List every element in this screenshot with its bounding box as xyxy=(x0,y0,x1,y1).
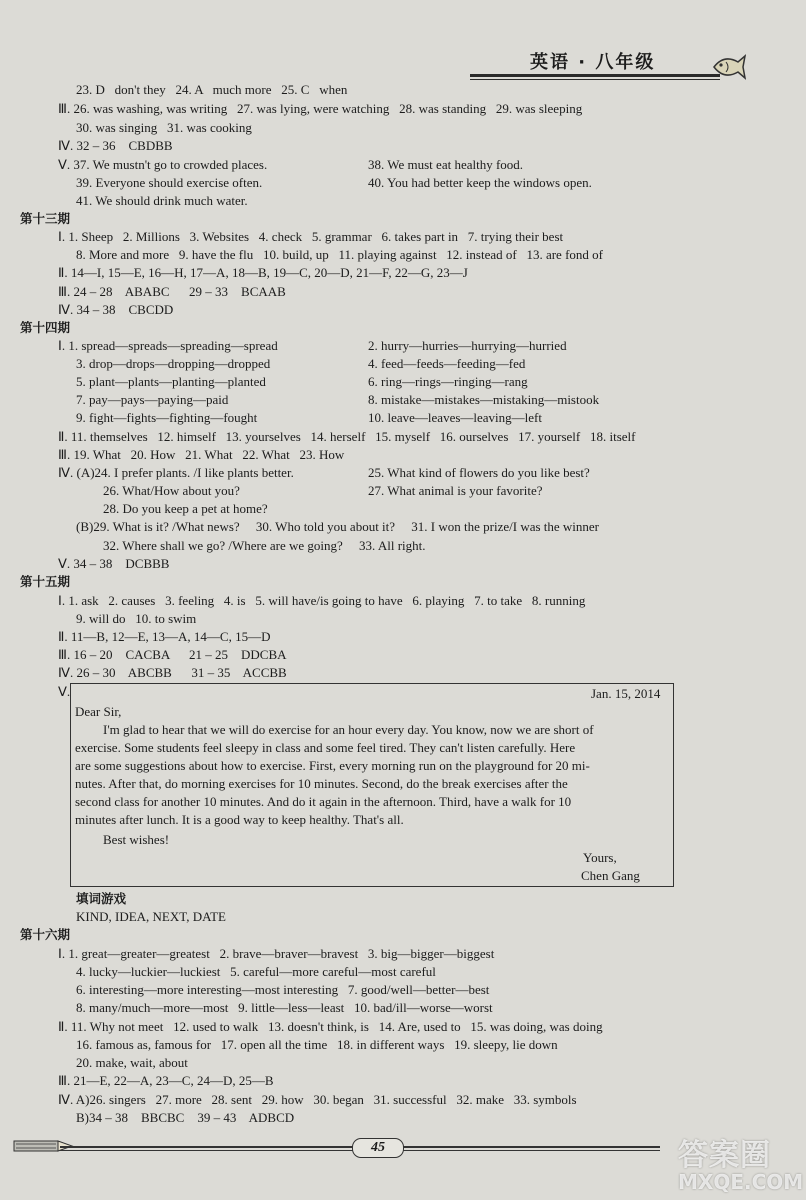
answer-line: 6. ring—rings—ringing—rang xyxy=(368,374,528,389)
answer-line: KIND, IDEA, NEXT, DATE xyxy=(76,909,226,924)
answer-line: 6. interesting—more interesting—most interesting 7. good/well—better—best xyxy=(76,982,490,997)
letter-date: Jan. 15, 2014 xyxy=(591,686,661,701)
page-header-title: 英语 · 八年级 xyxy=(530,52,656,73)
answer-line: 28. Do you keep a pet at home? xyxy=(103,501,268,516)
section-heading: 第十五期 xyxy=(20,574,71,589)
answer-line: 9. will do 10. to swim xyxy=(76,611,197,626)
answer-line: 9. fight—fights—fighting—fought xyxy=(76,410,258,425)
letter-sign-yours: Yours, xyxy=(583,850,617,865)
watermark-url: MXQE.COM xyxy=(678,1170,804,1194)
answer-line: 25. What kind of flowers do you like best? xyxy=(368,465,590,480)
answer-line: 26. What/How about you? xyxy=(103,483,240,498)
answer-line: (B)29. What is it? /What news? 30. Who told you about it? 31. I won the prize/I was the winner xyxy=(76,519,600,534)
answer-line: Ⅰ. 1. great—greater—greatest 2. brave—braver—bravest 3. big—bigger—biggest xyxy=(58,946,495,961)
answer-line: 10. leave—leaves—leaving—left xyxy=(368,410,542,425)
answer-line: 23. D don't they 24. A much more 25. C when xyxy=(76,82,348,97)
letter-closing: Best wishes! xyxy=(103,832,170,847)
answer-line: 4. feed—feeds—feeding—fed xyxy=(368,356,526,371)
answer-line: 16. famous as, famous for 17. open all the time 18. in different ways 19. sleepy, lie down xyxy=(76,1037,558,1052)
section-heading: 第十六期 xyxy=(20,927,71,942)
letter-body-line: are some suggestions about how to exercise. First, every morning run on the playground for 20 mi- xyxy=(75,758,590,773)
answer-line: 32. Where shall we go? /Where are we going? 33. All right. xyxy=(103,538,426,553)
answer-line: Ⅱ. 11. themselves 12. himself 13. yourselves 14. herself 15. myself 16. ourselves 17. yourself 18. itself xyxy=(58,429,636,444)
letter-body-line: second class for another 10 minutes. And do it again in the afternoon. Third, have a walk for 10 xyxy=(75,794,572,809)
answer-line: Ⅴ. xyxy=(58,684,71,699)
answer-line: Ⅳ. A)26. singers 27. more 28. sent 29. how 30. began 31. successful 32. make 33. symbols xyxy=(58,1092,577,1107)
answer-line: Ⅲ. 26. was washing, was writing 27. was lying, were watching 28. was standing 29. was sleeping xyxy=(58,101,583,116)
answer-line: 41. We should drink much water. xyxy=(76,193,248,208)
section-heading: 第十三期 xyxy=(20,211,71,226)
header-rule xyxy=(470,74,720,77)
answer-line: Ⅱ. 11—B, 12—E, 13—A, 14—C, 15—D xyxy=(58,629,271,644)
answer-line: Ⅱ. 14—I, 15—E, 16—H, 17—A, 18—B, 19—C, 20—D, 21—F, 22—G, 23—J xyxy=(58,265,468,280)
answer-line: Ⅴ. 34 – 38 DCBBB xyxy=(58,556,170,571)
answer-line: 5. plant—plants—planting—planted xyxy=(76,374,266,389)
fish-icon xyxy=(712,52,746,82)
letter-sign-name: Chen Gang xyxy=(581,868,640,883)
answer-line: Ⅲ. 21—E, 22—A, 23—C, 24—D, 25—B xyxy=(58,1073,274,1088)
answer-line: Ⅳ. 34 – 38 CBCDD xyxy=(58,302,174,317)
answer-line: 7. pay—pays—paying—paid xyxy=(76,392,229,407)
answer-line: Ⅱ. 11. Why not meet 12. used to walk 13. doesn't think, is 14. Are, used to 15. was doing, was doing xyxy=(58,1019,603,1034)
answer-line: Ⅰ. 1. Sheep 2. Millions 3. Websites 4. check 5. grammar 6. takes part in 7. trying their best xyxy=(58,229,564,244)
section-heading: 第十四期 xyxy=(20,320,71,335)
answer-line: 38. We must eat healthy food. xyxy=(368,157,524,172)
answer-line: 2. hurry—hurries—hurrying—hurried xyxy=(368,338,567,353)
answer-line: 39. Everyone should exercise often. xyxy=(76,175,263,190)
answer-line: Ⅴ. 37. We mustn't go to crowded places. xyxy=(58,157,268,172)
letter-body-line: nutes. After that, do morning exercises for 10 minutes. Second, do the break exercises after the xyxy=(75,776,568,791)
answer-line: Ⅳ. (A)24. I prefer plants. /I like plants better. xyxy=(58,465,294,480)
letter-body-line: I'm glad to hear that we will do exercise for an hour every day. You know, now we are short of xyxy=(103,722,594,737)
answer-line: 8. mistake—mistakes—mistaking—mistook xyxy=(368,392,600,407)
watermark-text: 答案圈 xyxy=(678,1138,771,1173)
answer-line: Ⅳ. 26 – 30 ABCBB 31 – 35 ACCBB xyxy=(58,665,287,680)
letter-greeting: Dear Sir, xyxy=(75,704,122,719)
answer-line: 30. was singing 31. was cooking xyxy=(76,120,252,135)
answer-line: Ⅲ. 24 – 28 ABABC 29 – 33 BCAAB xyxy=(58,284,286,299)
letter-body-line: exercise. Some students feel sleepy in class and some feel tired. They can't listen carefully. Here xyxy=(75,740,576,755)
header-rule-thin xyxy=(470,79,720,80)
section-heading: 填词游戏 xyxy=(76,891,127,906)
answer-line: Ⅰ. 1. spread—spreads—spreading—spread xyxy=(58,338,278,353)
page-number: 45 xyxy=(352,1138,404,1158)
answer-line: 40. You had better keep the windows open. xyxy=(368,175,592,190)
answer-line: Ⅳ. 32 – 36 CBDBB xyxy=(58,138,173,153)
answer-line: 3. drop—drops—dropping—dropped xyxy=(76,356,271,371)
letter-box xyxy=(70,683,674,887)
answer-line: 8. many/much—more—most 9. little—less—least 10. bad/ill—worse—worst xyxy=(76,1000,493,1015)
answer-line: B)34 – 38 BBCBC 39 – 43 ADBCD xyxy=(76,1110,295,1125)
answer-line: Ⅲ. 19. What 20. How 21. What 22. What 23. How xyxy=(58,447,345,462)
answer-line: 20. make, wait, about xyxy=(76,1055,188,1070)
answer-line: Ⅰ. 1. ask 2. causes 3. feeling 4. is 5. will have/is going to have 6. playing 7. to take 8. running xyxy=(58,593,586,608)
letter-body-line: minutes after lunch. It is a good way to keep healthy. That's all. xyxy=(75,812,404,827)
answer-line: 8. More and more 9. have the flu 10. build, up 11. playing against 12. instead of 13. are fond of xyxy=(76,247,603,262)
answer-line: 27. What animal is your favorite? xyxy=(368,483,543,498)
answer-line: Ⅲ. 16 – 20 CACBA 21 – 25 DDCBA xyxy=(58,647,287,662)
answer-line: 4. lucky—luckier—luckiest 5. careful—more careful—most careful xyxy=(76,964,436,979)
watermark xyxy=(672,1130,802,1196)
